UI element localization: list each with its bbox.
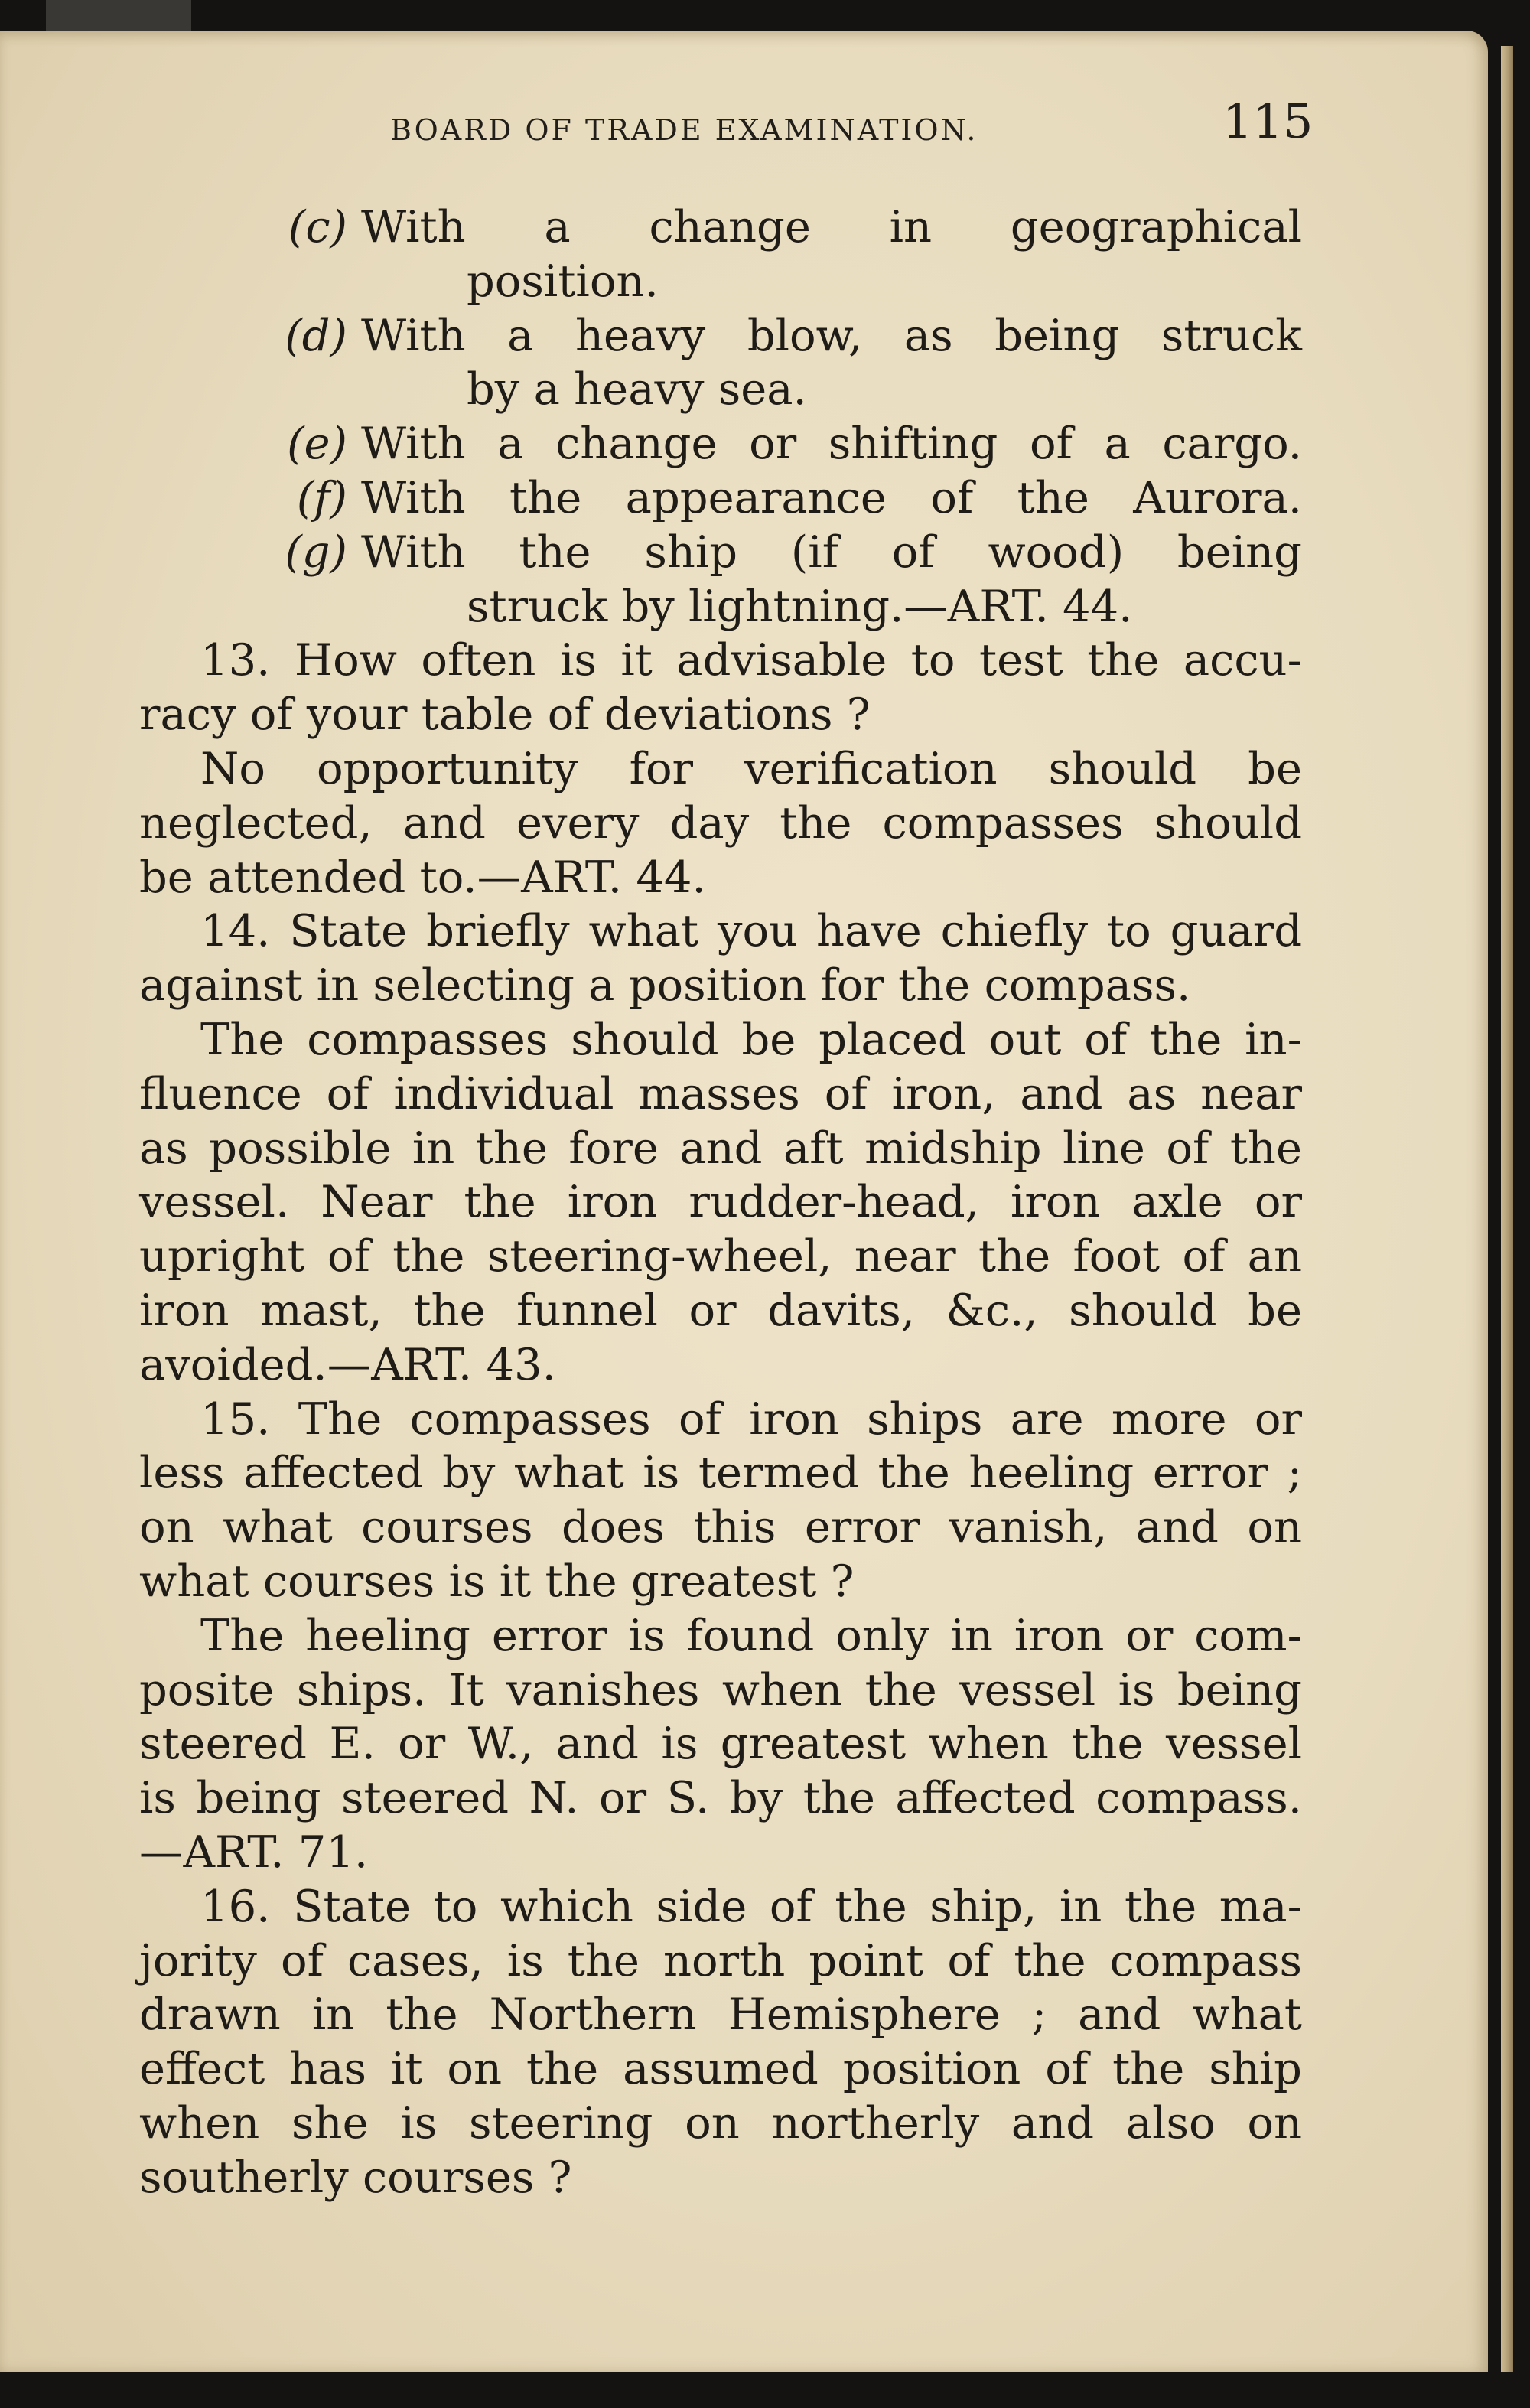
line-text: 14. State briefly what you have chiefly to guard (200, 905, 1302, 957)
text-line (139, 1284, 1302, 1338)
text-line (139, 580, 1302, 634)
line-text: avoided.—ART. 43. (139, 1338, 556, 1390)
text-line (139, 526, 1302, 580)
line-text: racy of your table of deviations ? (139, 689, 871, 741)
running-head: BOARD OF TRADE EXAMINATION. (390, 113, 978, 147)
line-text: With a change or shifting of a cargo. (361, 418, 1302, 470)
text-body (139, 200, 1302, 2204)
line-text: effect has it on the assumed position of the ship (139, 2043, 1302, 2095)
text-line (139, 1175, 1302, 1230)
line-text: when she is steering on northerly and also on (139, 2097, 1302, 2149)
line-text: drawn in the Northern Hemisphere ; and what (139, 1989, 1302, 2041)
sub-item-label-text: (g) (285, 526, 347, 578)
line-text: on what courses does this error vanish, and on (139, 1501, 1302, 1553)
line-text: —ART. 71. (139, 1826, 369, 1878)
text-line (139, 1230, 1302, 1284)
line-text: be attended to.—ART. 44. (139, 851, 706, 903)
line-text: jority of cases, is the north point of the compass (139, 1934, 1302, 1986)
line-text: as possible in the fore and aft midship line of the (139, 1122, 1302, 1174)
text-line (139, 688, 1302, 742)
line-text: iron mast, the funnel or davits, &c., should be (139, 1284, 1302, 1336)
line-text: upright of the steering-wheel, near the foot of an (139, 1230, 1302, 1282)
line-text: neglected, and every day the compasses should (139, 797, 1302, 849)
text-line (139, 904, 1302, 959)
text-line (139, 2042, 1302, 2097)
sub-item-label-text: (f) (296, 471, 347, 523)
line-text: With a change in geographical (361, 201, 1302, 253)
line-text: posite ships. It vanishes when the vessel is being (139, 1663, 1302, 1716)
line-text: The heeling error is found only in iron or com- (200, 1609, 1302, 1661)
text-line (139, 1446, 1302, 1501)
line-text: With the appearance of the Aurora. (361, 471, 1302, 523)
line-text: No opportunity for verification should be (200, 742, 1302, 794)
page-edge (1501, 46, 1513, 2372)
line-text: struck by lightning.—ART. 44. (467, 580, 1133, 632)
line-text: less affected by what is termed the heeling error ; (139, 1447, 1302, 1499)
text-line (139, 2097, 1302, 2151)
text-line (139, 797, 1302, 851)
line-text: position. (467, 255, 659, 307)
sub-item-label-text: (d) (285, 309, 347, 361)
text-line (139, 1771, 1302, 1826)
line-text: 15. The compasses of iron ships are more or (200, 1393, 1302, 1445)
text-line (139, 471, 1302, 526)
line-text: steered E. or W., and is greatest when the vessel (139, 1718, 1302, 1770)
line-text: against in selecting a position for the compass. (139, 960, 1191, 1012)
text-line (139, 309, 1302, 363)
text-line (139, 200, 1302, 255)
text-line (139, 1013, 1302, 1067)
line-text: vessel. Near the iron rudder-head, iron axle or (139, 1176, 1302, 1228)
text-line (139, 363, 1302, 417)
text-line (139, 1609, 1302, 1663)
line-text: The compasses should be placed out of the in- (200, 1013, 1302, 1065)
text-line (139, 1988, 1302, 2042)
line-text: With a heavy blow, as being struck (361, 309, 1302, 361)
text-line (139, 1555, 1302, 1609)
sub-item-label-text: (c) (288, 201, 347, 253)
text-line (139, 2151, 1302, 2205)
sub-item-label-text: (e) (287, 418, 347, 470)
text-line (139, 1501, 1302, 1555)
text-line (139, 1338, 1302, 1393)
line-text: by a heavy sea. (467, 363, 807, 415)
text-line (139, 1393, 1302, 1447)
text-line (139, 1122, 1302, 1176)
line-text: fluence of individual masses of iron, and as near (139, 1067, 1302, 1119)
text-line (139, 742, 1302, 797)
text-line (139, 634, 1302, 688)
text-line (139, 851, 1302, 905)
text-line (139, 255, 1302, 309)
text-line (139, 417, 1302, 471)
text-line (139, 1663, 1302, 1718)
page-header (0, 90, 1314, 159)
line-text: With the ship (if of wood) being (361, 526, 1302, 578)
line-text: what courses is it the greatest ? (139, 1555, 855, 1607)
text-line (139, 1826, 1302, 1880)
text-line (139, 959, 1302, 1013)
text-line (139, 1934, 1302, 1989)
line-text: is being steered N. or S. by the affected compass. (139, 1772, 1302, 1824)
text-line (139, 1717, 1302, 1771)
line-text: 16. State to which side of the ship, in the ma- (200, 1880, 1302, 1932)
line-text: 13. How often is it advisable to test the accu- (200, 634, 1302, 686)
text-line (139, 1880, 1302, 1934)
line-text: southerly courses ? (139, 2151, 572, 2203)
text-line (139, 1067, 1302, 1122)
page-number: 115 (1222, 93, 1314, 149)
